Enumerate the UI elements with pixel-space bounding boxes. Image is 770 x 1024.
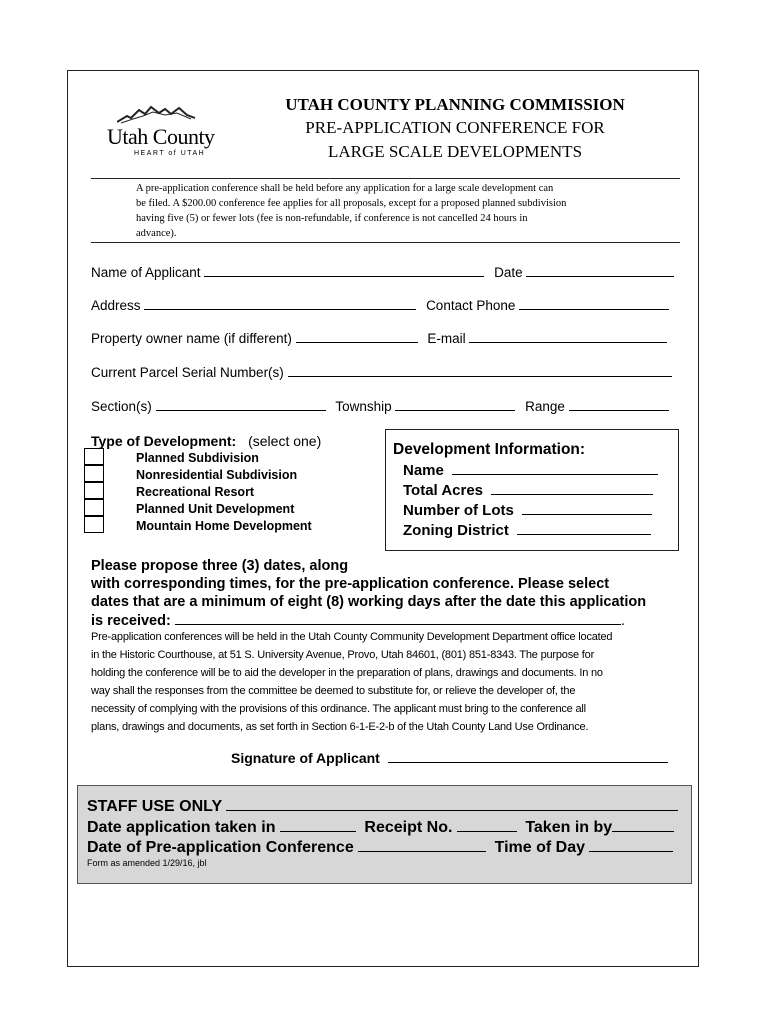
checkbox-recreational-resort[interactable]	[84, 482, 104, 499]
propose-line: Please propose three (3) dates, along	[91, 558, 349, 574]
date-taken-label: Date application taken in	[87, 819, 276, 836]
type-option: Nonresidential Subdivision	[136, 468, 298, 482]
notice-line: advance).	[136, 228, 177, 239]
section-label: Section(s)	[91, 399, 152, 414]
logo-name: Utah County	[107, 124, 215, 149]
propose-received-label: is received:	[91, 613, 171, 629]
owner-row	[91, 329, 667, 346]
conference-info	[91, 628, 691, 736]
date-conference-label: Date of Pre-application Conference	[87, 839, 354, 856]
address-row	[91, 296, 669, 313]
date-field[interactable]	[526, 263, 674, 277]
staff-heading: STAFF USE ONLY	[87, 798, 222, 815]
total-acres-field[interactable]	[491, 481, 653, 495]
form-title: UTAH COUNTY PLANNING COMMISSION	[285, 95, 625, 114]
proposed-dates-field[interactable]	[175, 611, 621, 625]
signature-row	[231, 749, 668, 766]
signature-field[interactable]	[388, 749, 668, 763]
type-option: Recreational Resort	[136, 485, 255, 499]
form-subtitle-2: LARGE SCALE DEVELOPMENTS	[327, 142, 583, 161]
location-row	[91, 397, 669, 414]
parcel-serial-label: Current Parcel Serial Number(s)	[91, 365, 284, 380]
type-heading-row	[91, 433, 321, 449]
logo-tagline: HEART of UTAH	[134, 150, 206, 157]
type-option: Mountain Home Development	[136, 519, 312, 533]
propose-line: dates that are a minimum of eight (8) working days after the date this application	[91, 594, 647, 610]
taken-by-label: Taken in by	[525, 819, 613, 836]
applicant-row	[91, 263, 674, 280]
zoning-district-label: Zoning District	[403, 522, 509, 539]
number-of-lots-field[interactable]	[522, 501, 652, 515]
township-label: Township	[335, 399, 392, 414]
email-field[interactable]	[469, 329, 667, 343]
staff-row-1	[87, 817, 674, 837]
notice-line: having five (5) or fewer lots (fee is non-refundable, if conference is not cancelled 24 hours in	[136, 213, 528, 224]
time-of-day-field[interactable]	[589, 837, 673, 852]
address-label: Address	[91, 298, 141, 313]
range-field[interactable]	[569, 397, 669, 411]
dev-name-field[interactable]	[452, 461, 658, 475]
checkbox-nonresidential-subdivision[interactable]	[84, 465, 104, 482]
date-conference-field[interactable]	[358, 837, 486, 852]
checkbox-mountain-home-development[interactable]	[84, 516, 104, 533]
dev-lots-row	[403, 501, 652, 519]
number-of-lots-label: Number of Lots	[403, 502, 514, 519]
conference-line: plans, drawings and documents, as set forth in Section 6-1-E-2-b of the Utah County Land Use Ordinance.	[91, 721, 589, 733]
propose-end-mark: .	[620, 613, 625, 629]
applicant-name-field[interactable]	[204, 263, 484, 277]
type-option: Planned Subdivision	[136, 451, 259, 465]
parcel-serial-field[interactable]	[288, 363, 672, 377]
range-label: Range	[525, 399, 565, 414]
mountain-logo-icon	[117, 104, 197, 124]
staff-heading-line	[226, 796, 678, 811]
zoning-district-field[interactable]	[517, 521, 651, 535]
staff-heading-row	[87, 796, 678, 816]
checkbox-planned-subdivision[interactable]	[84, 448, 104, 465]
time-of-day-label: Time of Day	[494, 839, 586, 856]
conference-line: holding the conference will be to aid the developer in the preparation of plans, drawings and documents. In no	[91, 667, 603, 679]
contact-phone-field[interactable]	[519, 296, 669, 310]
township-field[interactable]	[395, 397, 515, 411]
conference-line: necessity of complying with the provisions of this ordinance. The applicant must bring to the conference all	[91, 703, 586, 715]
dev-acres-row	[403, 481, 653, 499]
date-label: Date	[494, 265, 523, 280]
receipt-no-label: Receipt No.	[364, 819, 453, 836]
parcel-row	[91, 363, 672, 380]
receipt-no-field[interactable]	[457, 817, 517, 832]
form-subtitle-1: PRE-APPLICATION CONFERENCE FOR	[305, 118, 605, 137]
conference-line: in the Historic Courthouse, at 51 S. University Avenue, Provo, Utah 84601, (801) 851-8343. The purpose for	[91, 649, 595, 661]
total-acres-label: Total Acres	[403, 482, 484, 499]
property-owner-label: Property owner name (if different)	[91, 331, 292, 346]
section-field[interactable]	[156, 397, 326, 411]
email-label: E-mail	[427, 331, 466, 346]
taken-by-field[interactable]	[612, 817, 674, 832]
type-option: Planned Unit Development	[136, 502, 295, 516]
staff-row-2	[87, 837, 673, 857]
type-heading: Type of Development:	[91, 433, 237, 449]
propose-dates-text	[91, 557, 691, 630]
date-taken-field[interactable]	[280, 817, 356, 832]
dev-zoning-row	[403, 521, 651, 539]
address-field[interactable]	[144, 296, 416, 310]
checkbox-planned-unit-development[interactable]	[84, 499, 104, 516]
type-hint: (select one)	[248, 433, 322, 449]
dev-name-label: Name	[403, 462, 444, 479]
form-amended-note: Form as amended 1/29/16, jbl	[87, 858, 207, 868]
conference-line: way shall the responses from the committee be deemed to substitute for, or relieve the developer of, the	[91, 685, 576, 697]
notice-line: be filed. A $200.00 conference fee applies for all proposals, except for a proposed planned subdivision	[136, 198, 567, 209]
signature-label: Signature of Applicant	[231, 750, 380, 766]
conference-line: Pre-application conferences will be held in the Utah County Community Development Department office located	[91, 631, 613, 643]
contact-phone-label: Contact Phone	[426, 298, 516, 313]
propose-line: with corresponding times, for the pre-application conference. Please select	[91, 576, 610, 592]
divider-notice	[91, 242, 680, 243]
applicant-name-label: Name of Applicant	[91, 265, 201, 280]
property-owner-field[interactable]	[296, 329, 418, 343]
development-info-heading: Development Information:	[393, 441, 586, 458]
dev-name-row	[403, 461, 658, 479]
fee-notice	[136, 181, 634, 241]
divider-top	[91, 178, 680, 179]
notice-line: A pre-application conference shall be held before any application for a large scale development can	[136, 183, 554, 194]
